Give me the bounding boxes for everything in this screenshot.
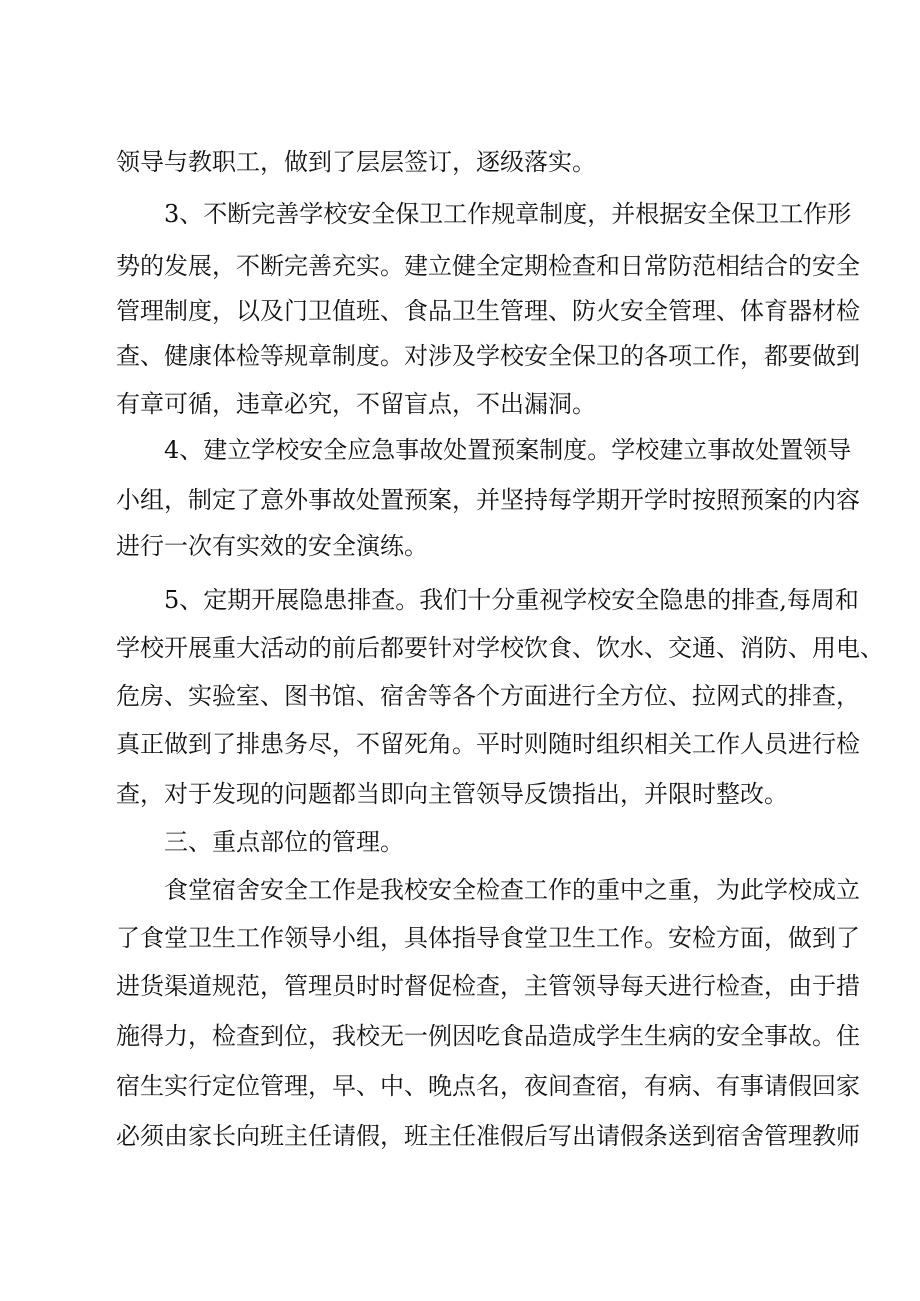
text-line-10: 5、定期开展隐患排查。我们十分重视学校安全隐患的排查,每周和 bbox=[164, 586, 859, 614]
text-line-4: 管理制度，以及门卫值班、食品卫生管理、防火安全管理、体育器材检 bbox=[116, 297, 860, 325]
text-line-18: 进货渠道规范，管理员时时督促检查，主管领导每天进行检查，由于措 bbox=[116, 972, 860, 1000]
text-line-16: 食堂宿舍安全工作是我校安全检查工作的重中之重，为此学校成立 bbox=[164, 876, 860, 904]
text-line-12: 危房、实验室、图书馆、宿舍等各个方面进行全方位、拉网式的排查， bbox=[116, 682, 860, 710]
section-heading: 三、重点部位的管理。 bbox=[164, 828, 404, 856]
text-line-2: 3、不断完善学校安全保卫工作规章制度，并根据安全保卫工作形 bbox=[164, 200, 852, 228]
text-line-3: 势的发展，不断完善充实。建立健全定期检查和日常防范相结合的安全 bbox=[116, 252, 860, 280]
text-line-7: 4、建立学校安全应急事故处置预案制度。学校建立事故处置领导 bbox=[164, 436, 852, 464]
text-line-5: 查、健康体检等规章制度。对涉及学校安全保卫的各项工作，都要做到 bbox=[116, 342, 860, 370]
text-line-6: 有章可循，违章必究，不留盲点，不出漏洞。 bbox=[116, 390, 596, 418]
text-line-17: 了食堂卫生工作领导小组，具体指导食堂卫生工作。安检方面，做到了 bbox=[116, 924, 860, 952]
text-line-9: 进行一次有实效的安全演练。 bbox=[116, 532, 428, 560]
text-line-13: 真正做到了排患务尽，不留死角。平时则随时组织相关工作人员进行检 bbox=[116, 730, 860, 758]
text-line-1: 领导与教职工，做到了层层签订，逐级落实。 bbox=[116, 148, 596, 176]
text-line-20: 宿生实行定位管理，早、中、晚点名，夜间查宿，有病、有事请假回家 bbox=[116, 1072, 860, 1100]
text-line-19: 施得力，检查到位，我校无一例因吃食品造成学生生病的安全事故。住 bbox=[116, 1022, 860, 1050]
text-line-11: 学校开展重大活动的前后都要针对学校饮食、饮水、交通、消防、用电、 bbox=[116, 634, 884, 662]
text-line-21: 必须由家长向班主任请假，班主任准假后写出请假条送到宿舍管理教师 bbox=[116, 1122, 860, 1150]
text-line-8: 小组，制定了意外事故处置预案，并坚持每学期开学时按照预案的内容 bbox=[116, 486, 860, 514]
text-line-14: 查，对于发现的问题都当即向主管领导反馈指出，并限时整改。 bbox=[116, 780, 788, 808]
